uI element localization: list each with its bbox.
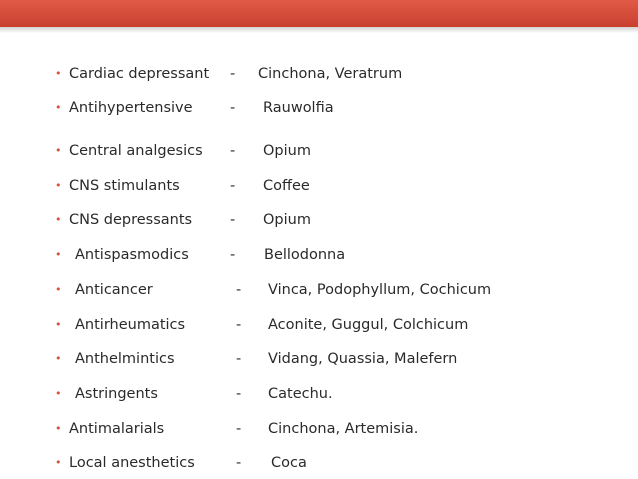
bullet-icon: •	[55, 101, 62, 114]
drug-source: Aconite, Guggul, Colchicum	[268, 317, 469, 333]
drug-category: Cardiac depressant	[69, 66, 210, 82]
header-accent-bar	[0, 0, 638, 27]
drug-category: Astringents	[75, 386, 158, 402]
bullet-icon: •	[55, 318, 62, 331]
bullet-icon: •	[55, 387, 62, 400]
separator-dash: -	[230, 143, 236, 159]
bullet-icon: •	[55, 248, 62, 261]
header-bar-shadow	[0, 27, 638, 33]
bullet-icon: •	[55, 213, 62, 226]
list-item	[0, 140, 638, 162]
list-item	[0, 97, 638, 119]
bullet-icon: •	[55, 352, 62, 365]
drug-category: Anthelmintics	[75, 351, 175, 367]
drug-source: Coca	[271, 455, 307, 471]
drug-source: Catechu.	[268, 386, 333, 402]
drug-source: Rauwolfia	[263, 100, 334, 116]
separator-dash: -	[230, 66, 236, 82]
bullet-icon: •	[55, 422, 62, 435]
drug-source: Cinchona, Artemisia.	[268, 421, 419, 437]
drug-category: Central analgesics	[69, 143, 203, 159]
drug-category: CNS depressants	[69, 212, 193, 228]
separator-dash: -	[236, 455, 242, 471]
list-item	[0, 175, 638, 197]
drug-source: Bellodonna	[264, 247, 346, 263]
drug-source: Vinca, Podophyllum, Cochicum	[268, 282, 492, 298]
list-item	[0, 63, 638, 85]
separator-dash: -	[236, 421, 242, 437]
separator-dash: -	[230, 100, 236, 116]
drug-category: Antirheumatics	[75, 317, 186, 333]
list-item	[0, 279, 638, 301]
drug-source: Cinchona, Veratrum	[258, 66, 403, 82]
drug-category: Antimalarials	[69, 421, 165, 437]
drug-source: Vidang, Quassia, Malefern	[268, 351, 458, 367]
bullet-icon: •	[55, 144, 62, 157]
drug-category: Local anesthetics	[69, 455, 195, 471]
drug-category: Antihypertensive	[69, 100, 193, 116]
drug-source: Opium	[263, 143, 311, 159]
bullet-icon: •	[55, 179, 62, 192]
drug-category: Anticancer	[75, 282, 153, 298]
list-item	[0, 383, 638, 405]
separator-dash: -	[236, 282, 242, 298]
drug-source: Coffee	[263, 178, 310, 194]
separator-dash: -	[236, 386, 242, 402]
list-item	[0, 314, 638, 336]
separator-dash: -	[230, 212, 236, 228]
separator-dash: -	[236, 317, 242, 333]
separator-dash: -	[230, 178, 236, 194]
bullet-icon: •	[55, 456, 62, 469]
separator-dash: -	[236, 351, 242, 367]
bullet-icon: •	[55, 283, 62, 296]
drug-category: CNS stimulants	[69, 178, 180, 194]
list-item	[0, 348, 638, 370]
list-item	[0, 244, 638, 266]
drug-category: Antispasmodics	[75, 247, 189, 263]
list-item	[0, 209, 638, 231]
bullet-icon: •	[55, 67, 62, 80]
list-item	[0, 452, 638, 474]
list-item	[0, 418, 638, 440]
drug-source: Opium	[263, 212, 311, 228]
separator-dash: -	[230, 247, 236, 263]
